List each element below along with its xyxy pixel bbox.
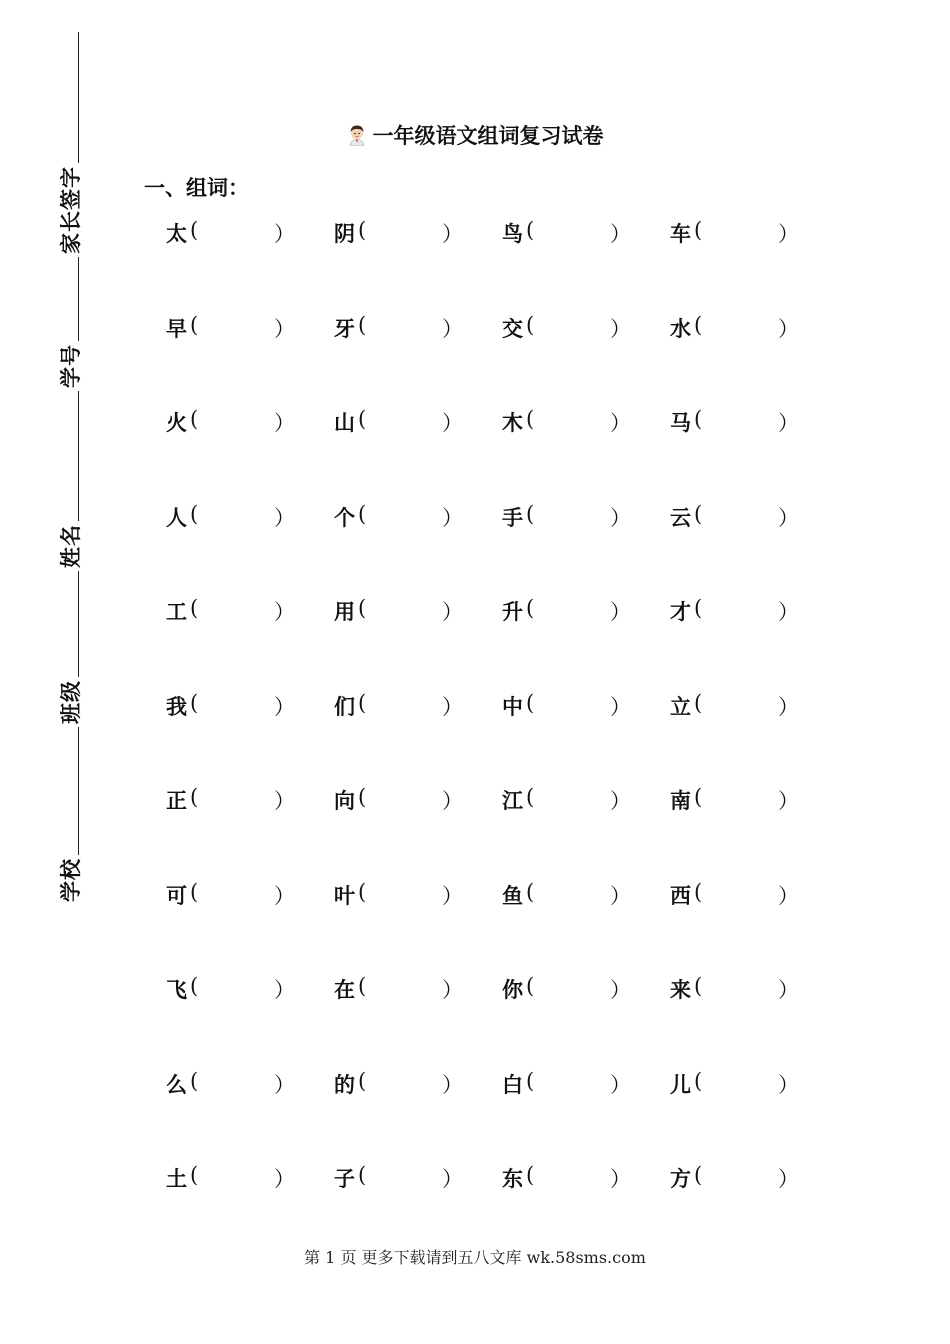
word-item — [166, 970, 334, 1006]
answer-blank-close-paren: ） — [442, 316, 463, 341]
answer-blank-close-paren: ） — [610, 883, 631, 908]
answer-blank-open-paren: ( — [526, 312, 535, 337]
name-label: 姓名 — [55, 521, 85, 571]
answer-blank-close-paren: ） — [274, 222, 295, 246]
answer-blank-open-paren: ( — [190, 690, 199, 715]
word-character: 我 — [166, 693, 187, 719]
word-item — [166, 1159, 334, 1195]
answer-blank-close-paren: ） — [610, 316, 631, 341]
answer-blank-close-paren: ） — [610, 789, 631, 813]
word-character: 太 — [166, 221, 187, 246]
word-item — [670, 970, 838, 1006]
answer-blank-open-paren: ( — [190, 596, 199, 620]
answer-blank-open-paren: ( — [358, 596, 367, 620]
word-item — [334, 876, 502, 912]
answer-blank-close-paren: ） — [274, 694, 295, 719]
page-footer: 第 1 页 更多下载请到五八文库 wk.58sms.com — [304, 1248, 646, 1267]
answer-blank-close-paren: ） — [442, 978, 463, 1002]
answer-blank-open-paren: ( — [358, 218, 367, 242]
word-item — [502, 876, 670, 912]
answer-blank-close-paren: ） — [442, 694, 463, 719]
answer-blank-close-paren: ） — [442, 789, 463, 813]
word-item — [670, 498, 838, 534]
word-row — [166, 1065, 838, 1160]
answer-blank-open-paren: ( — [694, 218, 703, 242]
word-item — [502, 498, 670, 534]
word-item — [670, 309, 838, 345]
answer-blank-open-paren: ( — [190, 501, 199, 526]
word-item — [670, 403, 838, 439]
answer-blank-close-paren: ） — [778, 789, 799, 813]
word-character: 才 — [670, 599, 691, 624]
word-item — [502, 970, 670, 1006]
word-item — [502, 1065, 670, 1101]
word-row — [166, 592, 838, 687]
word-item — [502, 1159, 670, 1195]
answer-blank-close-paren: ） — [778, 316, 799, 341]
word-character: 用 — [334, 599, 355, 624]
answer-blank-open-paren: ( — [190, 879, 199, 904]
word-item — [334, 1065, 502, 1101]
word-character: 的 — [334, 1071, 355, 1097]
word-item — [334, 687, 502, 723]
word-item — [502, 214, 670, 250]
answer-blank-close-paren: ） — [610, 978, 631, 1002]
answer-blank-close-paren: ） — [778, 222, 799, 246]
word-row — [166, 214, 838, 309]
student-avatar-icon — [347, 124, 367, 146]
answer-blank-open-paren: ( — [694, 407, 703, 431]
answer-blank-open-paren: ( — [190, 1163, 199, 1187]
answer-blank-open-paren: ( — [190, 312, 199, 337]
word-row — [166, 687, 838, 782]
word-character: 向 — [334, 788, 355, 813]
word-item — [670, 876, 838, 912]
word-character: 正 — [166, 788, 187, 813]
answer-blank-open-paren: ( — [694, 312, 703, 337]
word-item — [334, 498, 502, 534]
word-item — [670, 214, 838, 250]
answer-blank-close-paren: ） — [442, 1072, 463, 1097]
answer-blank-open-paren: ( — [694, 501, 703, 526]
answer-blank-open-paren: ( — [190, 407, 199, 431]
word-character: 土 — [166, 1166, 187, 1191]
word-item — [166, 781, 334, 817]
answer-blank-close-paren: ） — [442, 1167, 463, 1191]
answer-blank-open-paren: ( — [190, 785, 199, 809]
answer-blank-close-paren: ） — [274, 505, 295, 530]
answer-blank-open-paren: ( — [694, 1068, 703, 1093]
word-item — [670, 687, 838, 723]
word-character: 中 — [502, 693, 523, 719]
word-item — [670, 592, 838, 628]
word-character: 交 — [502, 315, 523, 341]
answer-blank-open-paren: ( — [526, 879, 535, 904]
word-item — [334, 214, 502, 250]
word-character: 早 — [166, 315, 187, 341]
word-character: 儿 — [670, 1071, 691, 1097]
word-item — [670, 781, 838, 817]
word-item — [502, 781, 670, 817]
word-character: 手 — [502, 504, 523, 530]
answer-blank-open-paren: ( — [526, 501, 535, 526]
answer-blank-open-paren: ( — [358, 974, 367, 998]
parent-signature-label: 家长签字 — [55, 163, 85, 257]
class-label: 班级 — [55, 677, 85, 727]
word-character: 马 — [670, 410, 691, 435]
word-item — [334, 309, 502, 345]
word-item — [670, 1159, 838, 1195]
answer-blank-close-paren: ） — [610, 222, 631, 246]
word-character: 子 — [334, 1166, 355, 1191]
answer-blank-close-paren: ） — [778, 411, 799, 435]
word-item — [166, 403, 334, 439]
answer-blank-close-paren: ） — [778, 1072, 799, 1097]
word-row — [166, 403, 838, 498]
answer-blank-close-paren: ） — [778, 1167, 799, 1191]
answer-blank-open-paren: ( — [526, 407, 535, 431]
word-character: 升 — [502, 599, 523, 624]
word-item — [334, 403, 502, 439]
answer-blank-close-paren: ） — [610, 1072, 631, 1097]
word-row — [166, 1159, 838, 1254]
answer-blank-close-paren: ） — [442, 600, 463, 624]
answer-blank-close-paren: ） — [442, 411, 463, 435]
answer-blank-close-paren: ） — [274, 1167, 295, 1191]
word-row — [166, 781, 838, 876]
answer-blank-close-paren: ） — [442, 883, 463, 908]
answer-blank-open-paren: ( — [526, 785, 535, 809]
answer-blank-open-paren: ( — [190, 1068, 199, 1093]
word-item — [166, 498, 334, 534]
answer-blank-open-paren: ( — [358, 1068, 367, 1093]
word-character: 车 — [670, 221, 691, 246]
word-row — [166, 970, 838, 1065]
answer-blank-close-paren: ） — [274, 316, 295, 341]
answer-blank-open-paren: ( — [694, 785, 703, 809]
answer-blank-open-paren: ( — [694, 690, 703, 715]
answer-blank-open-paren: ( — [358, 785, 367, 809]
word-item — [166, 876, 334, 912]
word-item — [166, 309, 334, 345]
student-number-label: 学号 — [55, 341, 85, 391]
word-item — [334, 781, 502, 817]
answer-blank-close-paren: ） — [274, 600, 295, 624]
word-character: 你 — [502, 977, 523, 1002]
word-character: 阴 — [334, 221, 355, 246]
answer-blank-open-paren: ( — [358, 407, 367, 431]
word-character: 立 — [670, 693, 691, 719]
word-character: 鸟 — [502, 221, 523, 246]
answer-blank-close-paren: ） — [610, 600, 631, 624]
answer-blank-open-paren: ( — [526, 218, 535, 242]
word-item — [334, 1159, 502, 1195]
answer-blank-close-paren: ） — [274, 789, 295, 813]
word-character: 云 — [670, 504, 691, 530]
word-item — [166, 214, 334, 250]
word-character: 来 — [670, 977, 691, 1002]
word-character: 方 — [670, 1166, 691, 1191]
answer-blank-close-paren: ） — [274, 883, 295, 908]
section-heading: 一、组词： — [144, 175, 249, 200]
answer-blank-close-paren: ） — [778, 978, 799, 1002]
word-item — [166, 1065, 334, 1101]
word-character: 东 — [502, 1166, 523, 1191]
word-character: 山 — [334, 410, 355, 435]
word-item — [502, 403, 670, 439]
word-character: 们 — [334, 693, 355, 719]
answer-blank-open-paren: ( — [694, 879, 703, 904]
answer-blank-open-paren: ( — [190, 218, 199, 242]
answer-blank-close-paren: ） — [610, 505, 631, 530]
word-item — [670, 1065, 838, 1101]
answer-blank-open-paren: ( — [526, 974, 535, 998]
word-character: 么 — [166, 1071, 187, 1097]
word-character: 白 — [502, 1071, 523, 1097]
word-character: 在 — [334, 977, 355, 1002]
page-title-block — [0, 120, 950, 150]
answer-blank-open-paren: ( — [358, 312, 367, 337]
page-title: 一年级语文组词复习试卷 — [372, 123, 604, 148]
answer-blank-open-paren: ( — [526, 690, 535, 715]
word-row — [166, 498, 838, 593]
answer-blank-open-paren: ( — [526, 1068, 535, 1093]
word-character: 个 — [334, 504, 355, 530]
word-character: 江 — [502, 788, 523, 813]
word-grid — [166, 214, 838, 1254]
word-character: 可 — [166, 882, 187, 908]
answer-blank-open-paren: ( — [358, 501, 367, 526]
word-character: 火 — [166, 410, 187, 435]
word-item — [166, 592, 334, 628]
word-item — [502, 309, 670, 345]
answer-blank-close-paren: ） — [442, 505, 463, 530]
answer-blank-close-paren: ） — [778, 600, 799, 624]
school-label: 学校 — [55, 855, 85, 905]
answer-blank-open-paren: ( — [358, 879, 367, 904]
word-character: 叶 — [334, 882, 355, 908]
word-row — [166, 876, 838, 971]
word-character: 西 — [670, 882, 691, 908]
answer-blank-open-paren: ( — [526, 1163, 535, 1187]
word-item — [166, 687, 334, 723]
answer-blank-open-paren: ( — [358, 690, 367, 715]
word-item — [334, 592, 502, 628]
word-character: 牙 — [334, 315, 355, 341]
word-item — [502, 687, 670, 723]
answer-blank-open-paren: ( — [694, 596, 703, 620]
answer-blank-close-paren: ） — [778, 883, 799, 908]
answer-blank-close-paren: ） — [610, 411, 631, 435]
answer-blank-open-paren: ( — [694, 1163, 703, 1187]
word-character: 飞 — [166, 977, 187, 1002]
word-character: 水 — [670, 315, 691, 341]
answer-blank-close-paren: ） — [274, 978, 295, 1002]
word-item — [334, 970, 502, 1006]
answer-blank-close-paren: ） — [610, 1167, 631, 1191]
word-character: 人 — [166, 504, 187, 530]
word-item — [502, 592, 670, 628]
answer-blank-open-paren: ( — [694, 974, 703, 998]
word-character: 南 — [670, 788, 691, 813]
answer-blank-close-paren: ） — [274, 411, 295, 435]
answer-blank-open-paren: ( — [526, 596, 535, 620]
answer-blank-close-paren: ） — [778, 505, 799, 530]
answer-blank-open-paren: ( — [358, 1163, 367, 1187]
answer-blank-close-paren: ） — [778, 694, 799, 719]
word-character: 木 — [502, 410, 523, 435]
answer-blank-close-paren: ） — [274, 1072, 295, 1097]
answer-blank-close-paren: ） — [442, 222, 463, 246]
word-character: 鱼 — [502, 882, 523, 908]
answer-blank-open-paren: ( — [190, 974, 199, 998]
word-row — [166, 309, 838, 404]
word-character: 工 — [166, 599, 187, 624]
answer-blank-close-paren: ） — [610, 694, 631, 719]
